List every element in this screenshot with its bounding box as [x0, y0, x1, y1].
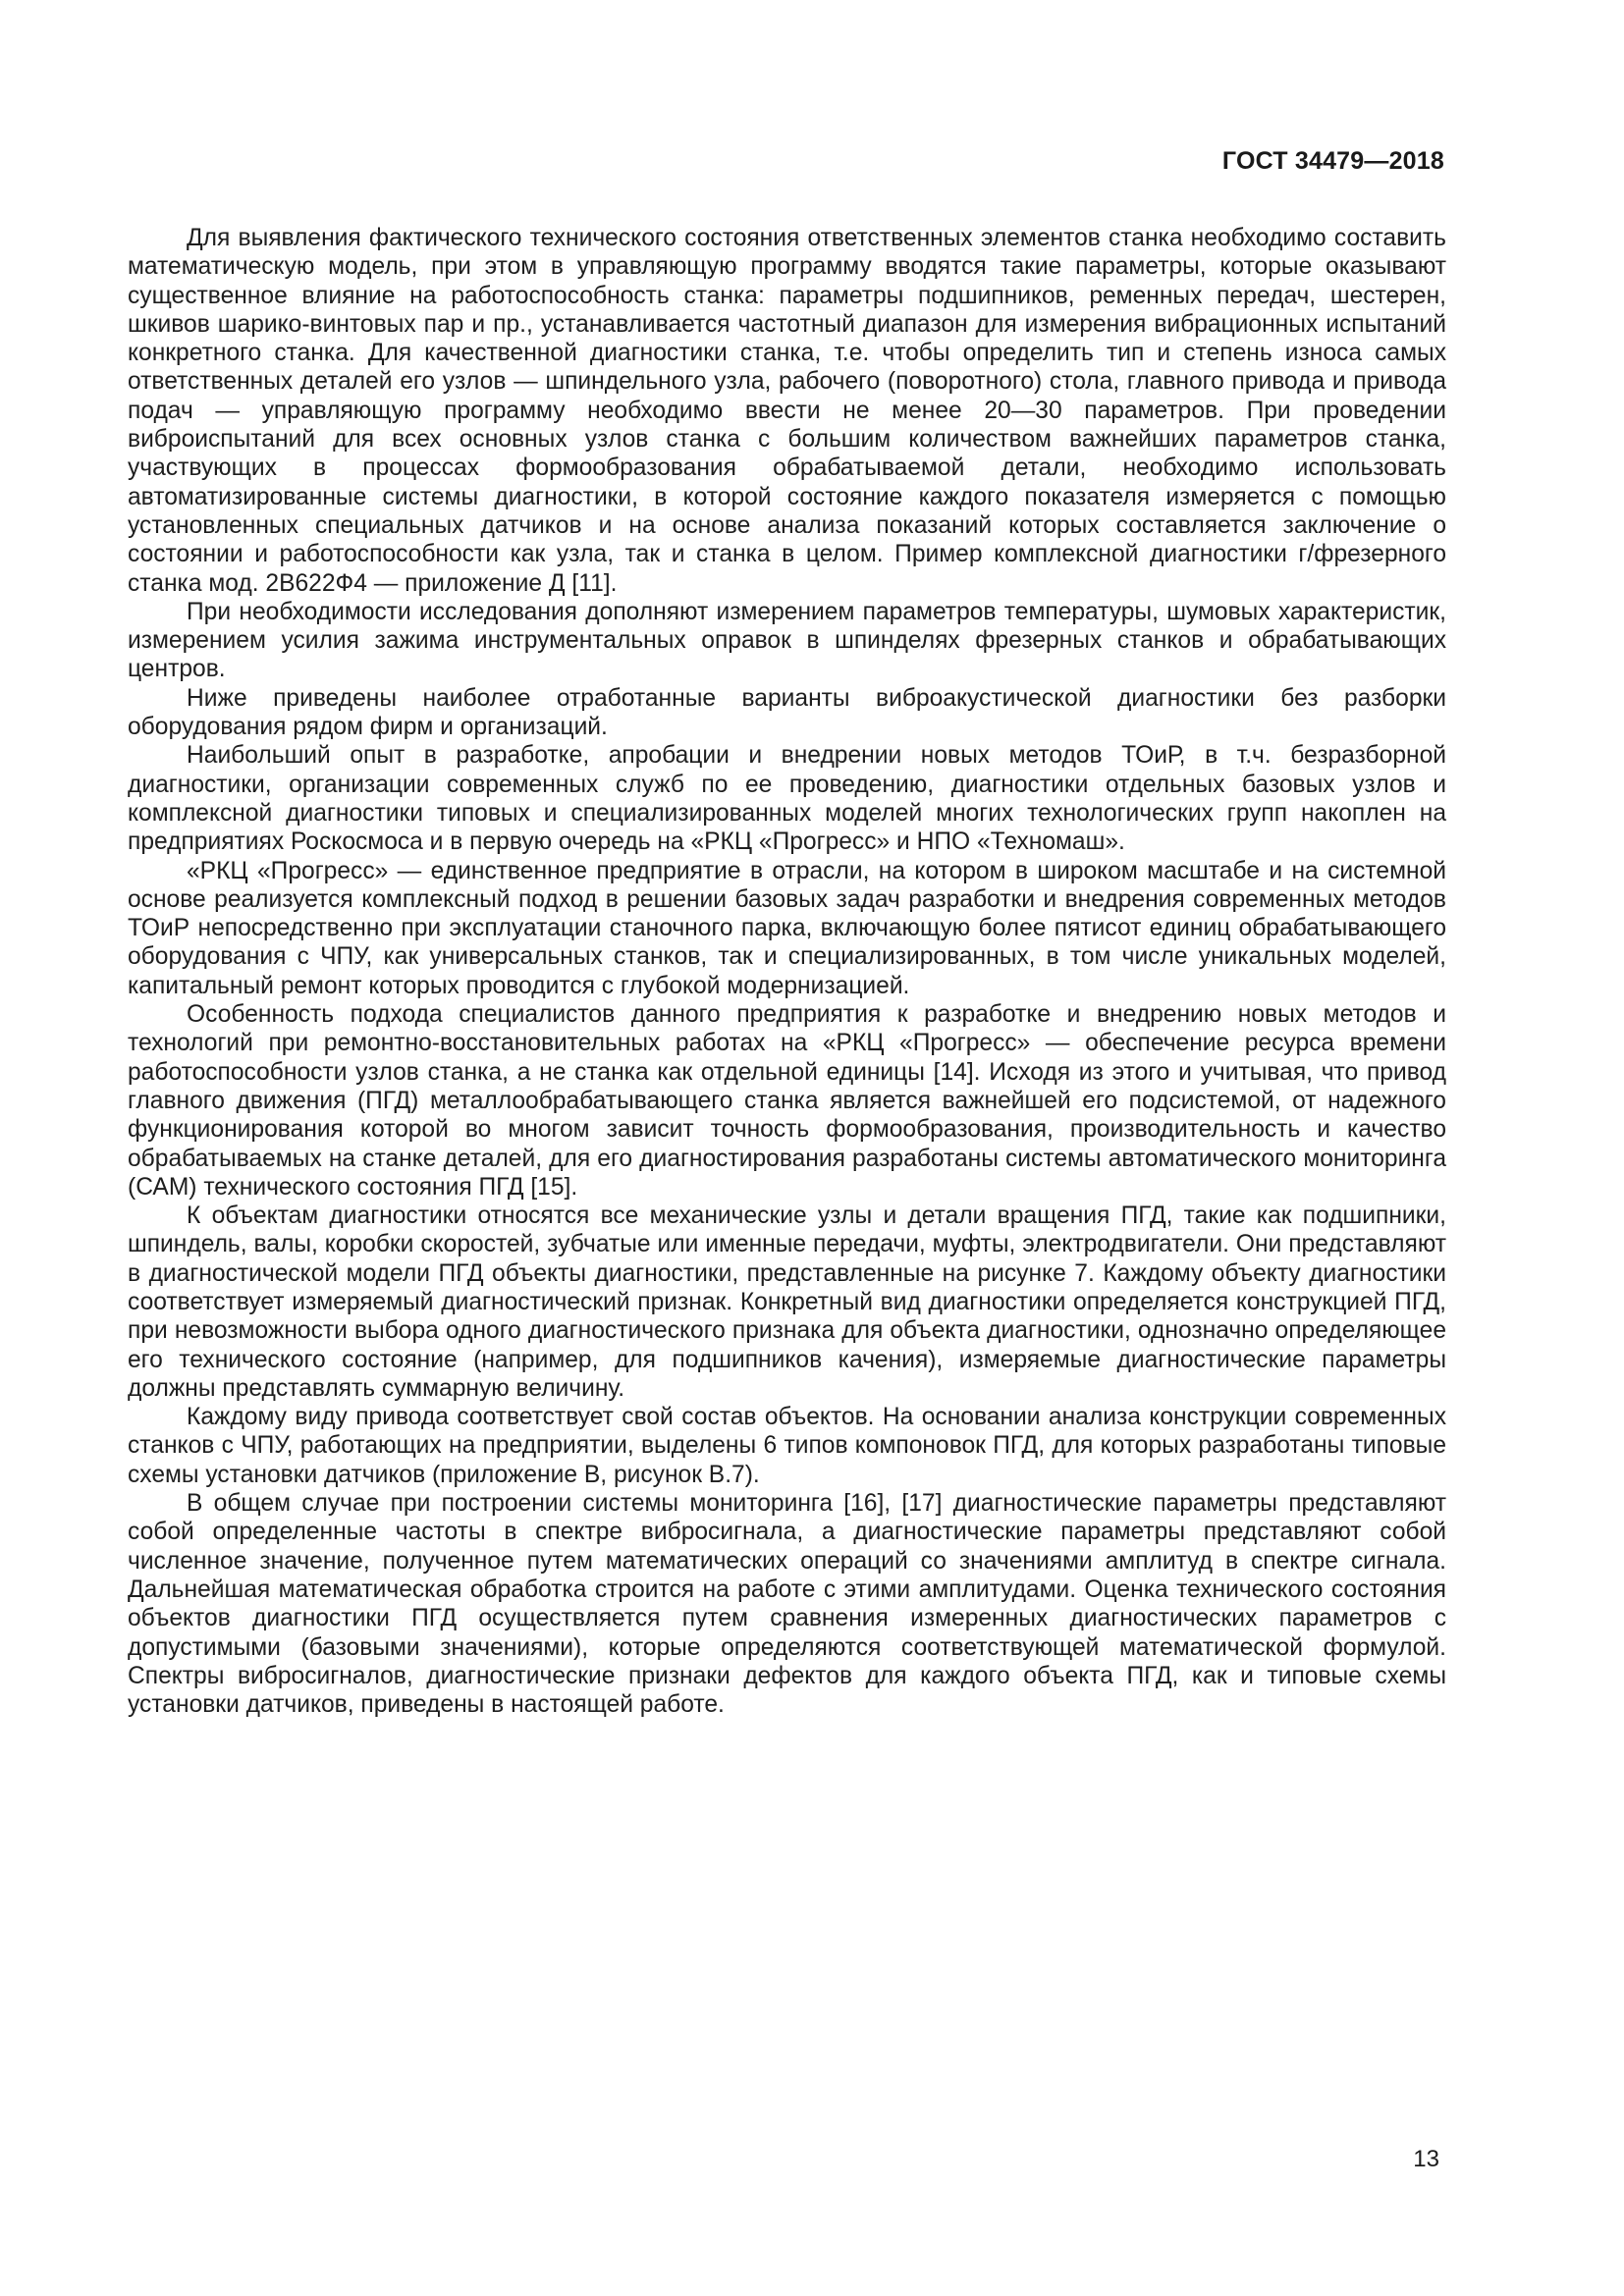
- document-standard-id: ГОСТ 34479—2018: [1221, 147, 1444, 175]
- paragraph: Для выявления фактического технического состояния ответственных элементов станка необходимо составить математическую модель, при этом в управляющую программу вводятся такие параметры, которые оказывают существенное влияние на работоспособность станка: параметры подшипников, ременных передач, шестерен, шкивов шарико-винтовых пар и пр., устанавливается частотный диапазон для измерения вибрационных испытаний конкретного станка. Для качественной диагностики станка, т.е. чтобы определить тип и степень износа самых ответственных деталей его узлов — шпиндельного узла, рабочего (поворотного) стола, главного привода и привода подач — управляющую программу необходимо ввести не менее 20—30 параметров. При проведении виброиспытаний для всех основных узлов станка с большим количеством важнейших параметров станка, участвующих в процессах формообразования обрабатываемой детали, необходимо использовать автоматизированные системы диагностики, в которой состояние каждого показателя измеряется с помощью установленных специальных датчиков и на основе анализа показаний которых составляется заключение о состоянии и работоспособности как узла, так и станка в целом. Пример комплексной диагностики г/фрезерного станка мод. 2В622Ф4 — приложение Д [11].: [128, 225, 1446, 597]
- paragraph: К объектам диагностики относятся все механические узлы и детали вращения ПГД, такие как подшипники, шпиндель, валы, коробки скоростей, зубчатые или именные передачи, муфты, электродвигатели. Они представляют в диагностической модели ПГД объекты диагностики, представленные на рисунке 7. Каждому объекту диагностики соответствует измеряемый диагностический признак. Конкретный вид диагностики определяется конструкцией ПГД, при невозможности выбора одного диагностического признака для объекта диагностики, однозначно определяющее его технического состояние (например, для подшипников качения), измеряемые диагностические параметры должны представлять суммарную величину.: [128, 1202, 1446, 1402]
- paragraph: Ниже приведены наиболее отработанные варианты виброакустической диагностики без разборки оборудования рядом фирм и организаций.: [128, 684, 1446, 741]
- paragraph: В общем случае при построении системы мониторинга [16], [17] диагностические параметры представляют собой определенные частоты в спектре вибросигнала, а диагностические параметры представляют собой численное значение, полученное путем математических операций со значениями амплитуд в спектре сигнала. Дальнейшая математическая обработка строится на работе с этими амплитудами. Оценка технического состояния объектов диагностики ПГД осуществляется путем сравнения измеренных диагностических параметров с допустимыми (базовыми значениями), которые определяются соответствующей математической формулой. Спектры вибросигналов, диагностические признаки дефектов для каждого объекта ПГД, как и типовые схемы установки датчиков, приведены в настоящей работе.: [128, 1490, 1446, 1719]
- paragraph: «РКЦ «Прогресс» — единственное предприятие в отрасли, на котором в широком масштабе и на системной основе реализуется комплексный подход в решении базовых задач разработки и внедрения современных методов ТОиР непосредственно при эксплуатации станочного парка, включающую более пятисот единиц обрабатывающего оборудования с ЧПУ, как универсальных станков, так и специализированных, в том числе уникальных моделей, капитальный ремонт которых проводится с глубокой модернизацией.: [128, 857, 1446, 999]
- paragraph: Каждому виду привода соответствует свой состав объектов. На основании анализа конструкции современных станков с ЧПУ, работающих на предприятии, выделены 6 типов компоновок ПГД, для которых разработаны типовые схемы установки датчиков (приложение В, рисунок В.7).: [128, 1404, 1446, 1488]
- paragraph: При необходимости исследования дополняют измерением параметров температуры, шумовых характеристик, измерением усилия зажима инструментальных оправок в шпинделях фрезерных станков и обрабатывающих центров.: [128, 598, 1446, 683]
- body-text: [128, 224, 1446, 1719]
- page-number: 13: [1413, 2146, 1439, 2172]
- paragraph: Наибольший опыт в разработке, апробации и внедрении новых методов ТОиР, в т.ч. безразборной диагностики, организации современных служб по ее проведению, диагностики отдельных базовых узлов и комплексной диагностики типовых и специализированных моделей многих технологических групп накоплен на предприятиях Роскосмоса и в первую очередь на «РКЦ «Прогресс» и НПО «Техномаш».: [128, 742, 1446, 856]
- paragraph: Особенность подхода специалистов данного предприятия к разработке и внедрению новых методов и технологий при ремонтно-восстановительных работах на «РКЦ «Прогресс» — обеспечение ресурса времени работоспособности узлов станка, а не станка как отдельной единицы [14]. Исходя из этого и учитывая, что привод главного движения (ПГД) металлообрабатывающего станка является важнейшей его подсистемой, от надежного функционирования которой во многом зависит точность формообразования, производительность и качество обрабатываемых на станке деталей, для его диагностирования разработаны системы автоматического мониторинга (САМ) технического состояния ПГД [15].: [128, 1001, 1446, 1201]
